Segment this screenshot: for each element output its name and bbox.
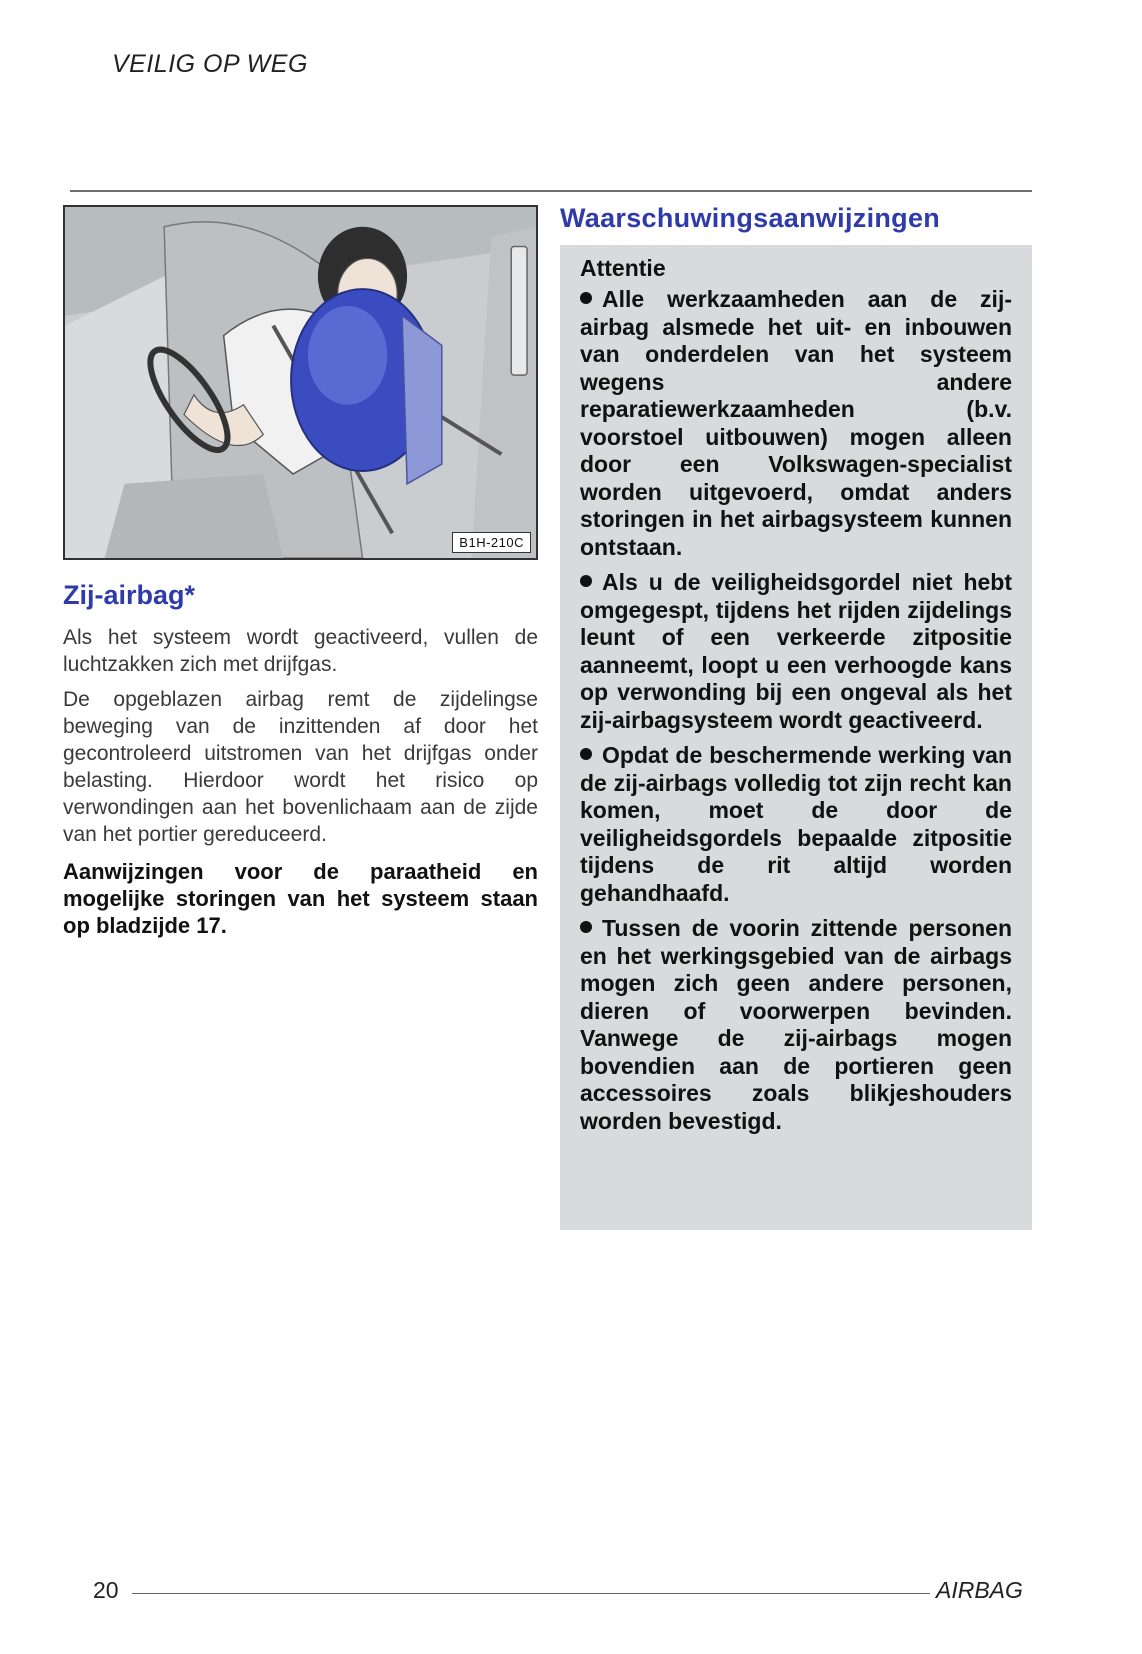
- warnings-heading: Waarschuwingsaanwijzingen: [560, 203, 941, 233]
- bullet-icon: [580, 575, 592, 587]
- section-heading: Zij-airbag*: [63, 580, 196, 610]
- bullet-icon: [580, 748, 592, 760]
- warning-text: Tussen de voorin zittende personen en het werkingsgebied van de airbags mogen zich geen andere personen, dieren of voorwerpen bevinden. Vanwege de zij-airbags mogen bovendien aan de portieren geen accessoires zoals blikjeshouders worden bevestigd.: [580, 915, 1012, 1134]
- side-airbag-illustration: [65, 207, 536, 558]
- warning-box: [560, 245, 1032, 1230]
- reference-note: Aanwijzingen voor de paraatheid en mogelijke storingen van het systeem staan op bladzijde 17.: [63, 859, 538, 938]
- top-divider: [70, 190, 1032, 192]
- warning-item: [580, 742, 1012, 907]
- warning-item: [580, 286, 1012, 561]
- bullet-icon: [580, 921, 592, 933]
- running-header: VEILIG OP WEG: [112, 50, 308, 78]
- body-paragraph: Als het systeem wordt geactiveerd, vullen de luchtzakken zich met drijfgas.: [63, 626, 538, 676]
- warning-text: Opdat de beschermende werking van de zij-airbags volledig tot zijn recht kan komen, moet de door de veiligheidsgordels bepaalde zitpositie tijdens de rit altijd worden gehandhaafd.: [580, 742, 1012, 906]
- warning-item: [580, 915, 1012, 1135]
- footer-divider: [132, 1593, 930, 1594]
- page-number: 20: [93, 1577, 119, 1603]
- bullet-icon: [580, 292, 592, 304]
- warning-item: [580, 569, 1012, 734]
- warning-text: Alle werkzaamheden aan de zij-airbag alsmede het uit- en inbouwen van onderdelen van het systeem wegens andere reparatiewerkzaamheden (b.v. voorstoel uitbouwen) mogen alleen door een Volkswagen-specialist worden uitgevoerd, omdat anders storingen in het airbagsysteem kunnen ontstaan.: [580, 286, 1012, 560]
- warning-text: Als u de veiligheidsgordel niet hebt omgegespt, tijdens het rijden zijdelings leunt of een verkeerde zitpositie aanneemt, loopt u een verhoogde kans op verwonding bij een ongeval als het zij-airbagsysteem wordt geactiveerd.: [580, 569, 1012, 733]
- body-paragraph: De opgeblazen airbag remt de zijdelingse beweging van de inzittenden af door het gecontroleerd uitstromen van het drijfgas onder belasting. Hierdoor wordt het risico op verwondingen aan het bovenlichaam aan de zijde van het portier gereduceerd.: [63, 688, 538, 846]
- footer-section-title: AIRBAG: [936, 1577, 1023, 1603]
- figure-code-label: B1H-210C: [452, 532, 531, 553]
- airbag-figure: [63, 205, 538, 560]
- attention-label: Attentie: [580, 255, 666, 281]
